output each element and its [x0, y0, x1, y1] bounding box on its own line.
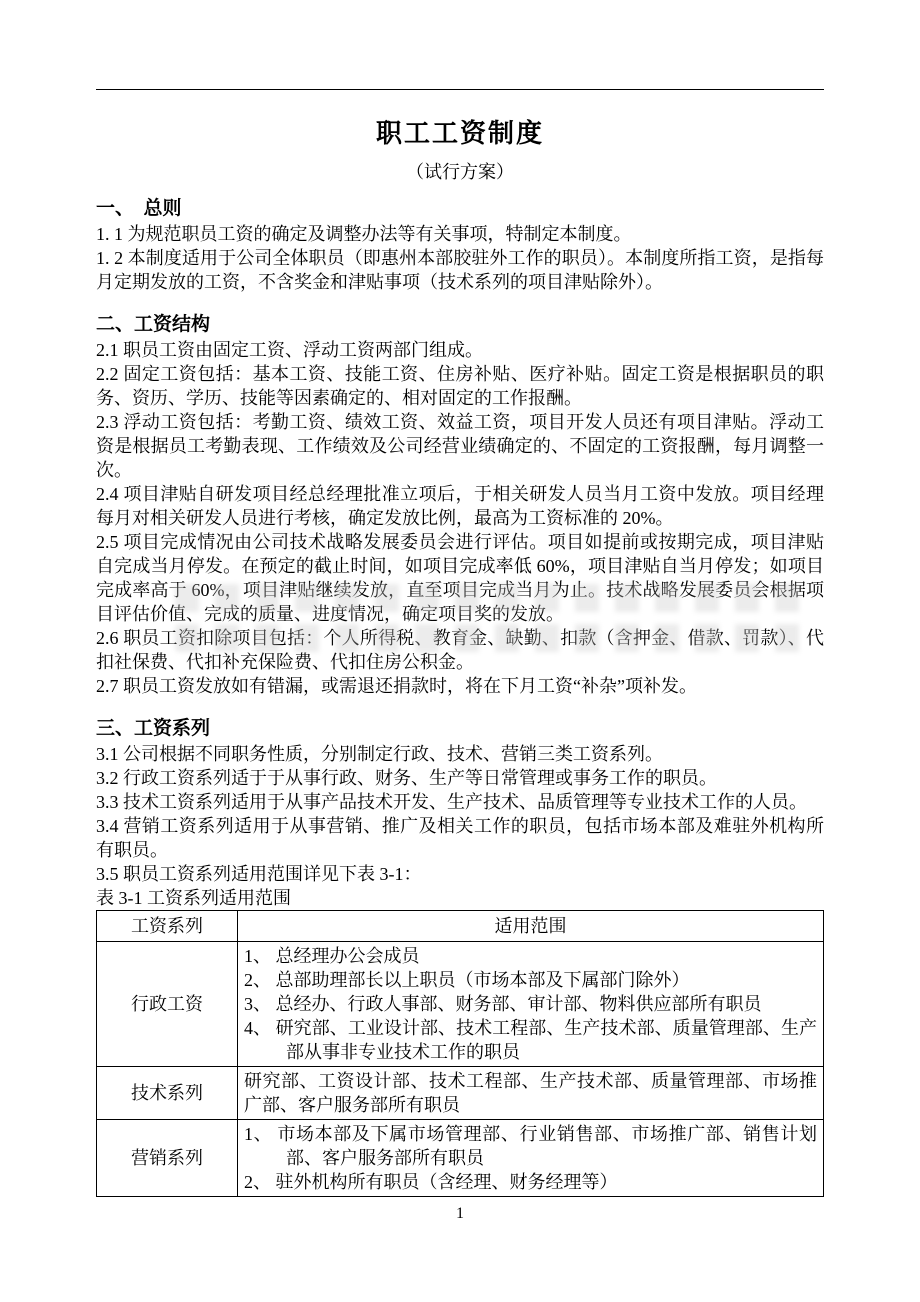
doc-subtitle: （试行方案） [406, 162, 514, 182]
scope-cell-admin [238, 942, 824, 1067]
series-cell-technical: 技术系列 [97, 1067, 238, 1120]
paragraph-3-3: 3.3 技术工资系列适用于从事产品技术开发、生产技术、品质管理等专业技术工作的人员。 [96, 792, 807, 812]
scope-item: 4、 研究部、工业设计部、技术工程部、生产技术部、质量管理部、生产部从事非专业技术工作的职员 [244, 1018, 817, 1062]
paragraph-1-2: 1. 2 本制度适用于公司全体职员（即惠州本部胶驻外工作的职员）。本制度所指工资，是指每月定期发放的工资，不含奖金和津贴事项（技术系列的项目津贴除外）。 [96, 248, 824, 292]
scope-item: 3、 总经办、行政人事部、财务部、审计部、物料供应部所有职员 [244, 994, 762, 1014]
series-cell-marketing: 营销系列 [97, 1120, 238, 1197]
paragraph-3-1: 3.1 公司根据不同职务性质，分别制定行政、技术、营销三类工资系列。 [96, 744, 663, 764]
table-header-row [97, 911, 824, 942]
section-heading-structure: 二、工资结构 [96, 314, 211, 335]
column-header-series: 工资系列 [97, 911, 238, 942]
paragraph-3-5: 3.5 职员工资系列适用范围详见下表 3-1： [96, 864, 422, 884]
scope-cell-technical [238, 1067, 824, 1120]
table-caption: 表 3-1 工资系列适用范围 [96, 888, 291, 908]
scope-item: 2、 总部助理部长以上职员（市场本部及下属部门除外） [244, 970, 690, 990]
paragraph-1-1: 1. 1 为规范职员工资的确定及调整办法等有关事项，特制定本制度。 [96, 224, 632, 244]
paragraph-3-4: 3.4 营销工资系列适用于从事营销、推广及相关工作的职员，包括市场本部及难驻外机构所有职员。 [96, 816, 824, 860]
scope-item: 2、 驻外机构所有职员（含经理、财务经理等） [244, 1172, 618, 1192]
paragraph-2-2: 2.2 固定工资包括：基本工资、技能工资、住房补贴、医疗补贴。固定工资是根据职员的职务、资历、学历、技能等因素确定的、相对固定的工作报酬。 [96, 364, 824, 408]
scope-item: 研究部、工资设计部、技术工程部、生产技术部、质量管理部、市场推广部、客户服务部所有职员 [244, 1071, 817, 1115]
scope-item: 1、 总经理办公会成员 [244, 946, 420, 966]
scope-cell-marketing [238, 1120, 824, 1197]
paragraph-2-5: 2.5 项目完成情况由公司技术战略发展委员会进行评估。项目如提前或按期完成，项目津贴自完成当月停发。在预定的截止时间，如项目完成率低 60%，项目津贴自当月停发；如项目完成率高于 60%，项目津贴继续发放，直至项目完成当月为止。技术战略发展委员会根据项目评估价值、完成的质量、进度情况，确定项目奖的发放。 [96, 532, 824, 624]
paragraph-2-3: 2.3 浮动工资包括：考勤工资、绩效工资、效益工资，项目开发人员还有项目津贴。浮动工资是根据员工考勤表现、工作绩效及公司经营业绩确定的、不固定的工资报酬，每月调整一次。 [96, 412, 824, 480]
scope-item: 1、 市场本部及下属市场管理部、行业销售部、市场推广部、销售计划部、客户服务部所有职员 [244, 1124, 817, 1168]
paragraph-3-2: 3.2 行政工资系列适于于从事行政、财务、生产等日常管理或事务工作的职员。 [96, 768, 717, 788]
paragraph-2-6: 2.6 职员工资扣除项目包括：个人所得税、教育金、缺勤、扣款（含押金、借款、罚款）、代扣社保费、代扣补充保险费、代扣住房公积金。 [96, 628, 824, 672]
paragraph-2-7: 2.7 职员工资发放如有错漏，或需退还捐款时，将在下月工资“补杂”项补发。 [96, 676, 697, 696]
paragraph-2-4: 2.4 项目津贴自研发项目经总经理批准立项后，于相关研发人员当月工资中发放。项目经理每月对相关研发人员进行考核，确定发放比例，最高为工资标准的 20%。 [96, 484, 824, 528]
table-row-marketing [97, 1120, 824, 1197]
series-cell-admin: 行政工资 [97, 942, 238, 1067]
paragraph-2-1: 2.1 职员工资由固定工资、浮动工资两部门组成。 [96, 340, 483, 360]
header-rule [96, 89, 824, 90]
table-row-admin [97, 942, 824, 1067]
table-row-technical [97, 1067, 824, 1120]
doc-title: 职工工资制度 [375, 118, 544, 148]
salary-series-table [96, 910, 824, 1197]
column-header-scope: 适用范围 [238, 911, 824, 942]
section-heading-general: 一、 总则 [96, 198, 182, 219]
page-number: 1 [456, 1205, 464, 1222]
section-heading-series: 三、工资系列 [96, 718, 211, 739]
